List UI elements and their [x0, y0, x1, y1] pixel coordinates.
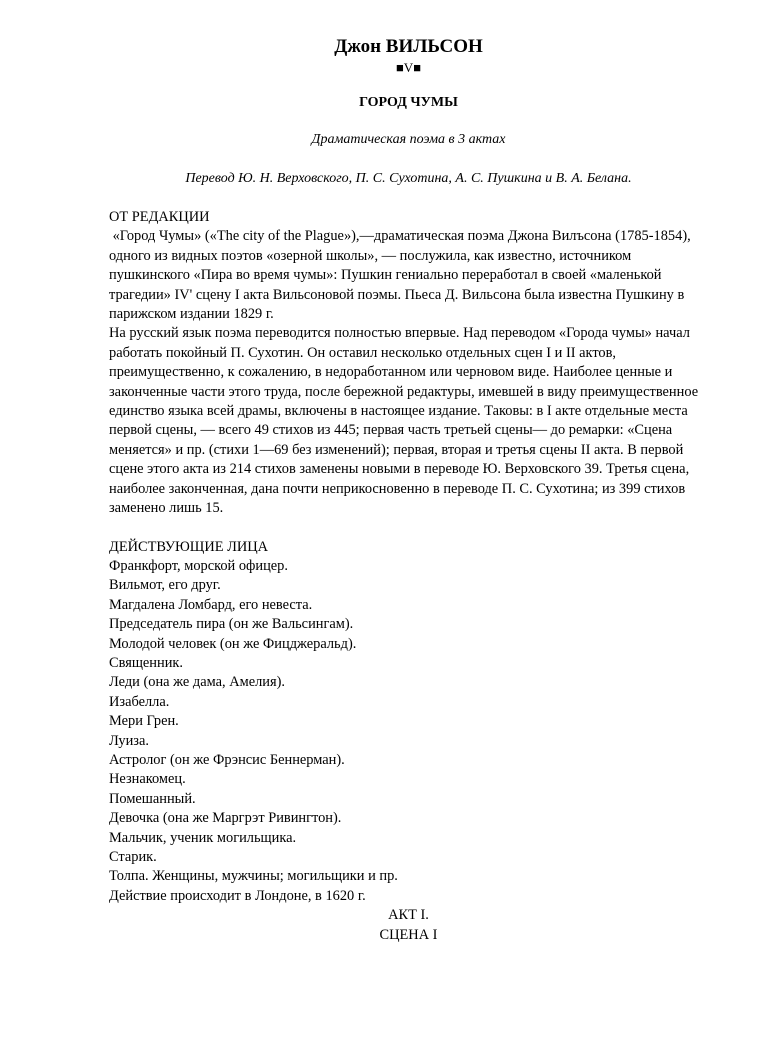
- character-item: Магдалена Ломбард, его невеста.: [109, 596, 313, 613]
- character-item: Франкфорт, морской офицер.: [109, 557, 288, 574]
- editorial-paragraph-1: «Город Чумы» («The city of the Plague»),—драматическая поэма Джона Вилъсона (1785-1854), одного из видных поэтов «озерной школы», — послужила, как известно, источником пушкинского «Пира во время чумы»: Пушкин гениально переработал в своей «маленькой трагедии» IV' сцену I акта Вильсоновой поэмы. Пьеса Д. Вильсона была известна Пушкину в парижском издании 1829 г.: [109, 228, 695, 323]
- act-label: АКТ I.: [388, 907, 429, 924]
- character-item: Леди (она же дама, Амелия).: [109, 674, 285, 691]
- editorial-heading: ОТ РЕДАКЦИИ: [109, 209, 210, 225]
- section-mark: ■V■: [395, 60, 422, 75]
- spacer: [109, 519, 708, 538]
- character-item: Мери Грен.: [109, 713, 179, 730]
- editorial-paragraph-2: На русский язык поэма переводится полностью впервые. Над переводом «Города чумы» начал работать покойный П. Сухотин. Он оставил несколько отдельных сцен I и II актов, преимущественно, к сожалению, в недоработанном или черновом виде. Наиболее ценные и законченные части этого труда, после бережной редактуры, имевшей в виду преимущественное единство языка всей драмы, включены в настоящее издание. Таковы: в I акте отдельные места первой сцены, — всего 49 стихов из 445; первая часть третьей сцены— до ремарки: «Сцена меняется» и пр. (стихи 1—69 без изменений); первая, вторая и третья сцены II акта. В первой сцене этого акта из 214 стихов заменены новыми в переводе Ю. Верховского 39. Третья сцена, наиболее законченная, дана почти неприкосновенно в переводе П. С. Сухотина; из 399 стихов заменено лишь 15.: [109, 325, 699, 517]
- setting-line: Действие происходит в Лондоне, в 1620 г.: [109, 887, 366, 904]
- character-item: Старик.: [109, 849, 157, 865]
- character-item: Помешанный.: [109, 790, 196, 807]
- character-item: Молодой человек (он же Фицджеральд).: [109, 635, 357, 652]
- character-item: Незнакомец.: [109, 771, 186, 788]
- editorial-section: [109, 208, 708, 519]
- character-item: Председатель пира (он же Вальсингам).: [109, 616, 354, 633]
- character-item: Мальчик, ученик могильщика.: [109, 829, 297, 846]
- characters-section: [109, 538, 708, 946]
- character-item: Изабелла.: [109, 693, 170, 710]
- character-item: Луиза.: [109, 732, 149, 749]
- work-subtitle: Драматическая поэма в 3 актах: [311, 132, 506, 147]
- translators-line: Перевод Ю. Н. Верховского, П. С. Сухотина, А. С. Пушкина и В. А. Белана.: [185, 171, 632, 186]
- author-name: Джон ВИЛЬСОН: [334, 36, 483, 57]
- characters-heading: ДЕЙСТВУЮЩИЕ ЛИЦА: [109, 538, 269, 555]
- character-item: Астролог (он же Фрэнсис Беннерман).: [109, 751, 345, 768]
- document-page: [0, 36, 768, 1060]
- characters-list: [109, 557, 708, 906]
- scene-label: СЦЕНА I: [379, 926, 438, 943]
- work-title: ГОРОД ЧУМЫ: [359, 95, 458, 110]
- character-item: Вильмот, его друг.: [109, 577, 221, 594]
- character-item: Священник.: [109, 654, 183, 671]
- character-item: Девочка (она же Маргрэт Ривингтон).: [109, 810, 342, 827]
- character-item: Толпа. Женщины, мужчины; могильщики и пр.: [109, 868, 398, 885]
